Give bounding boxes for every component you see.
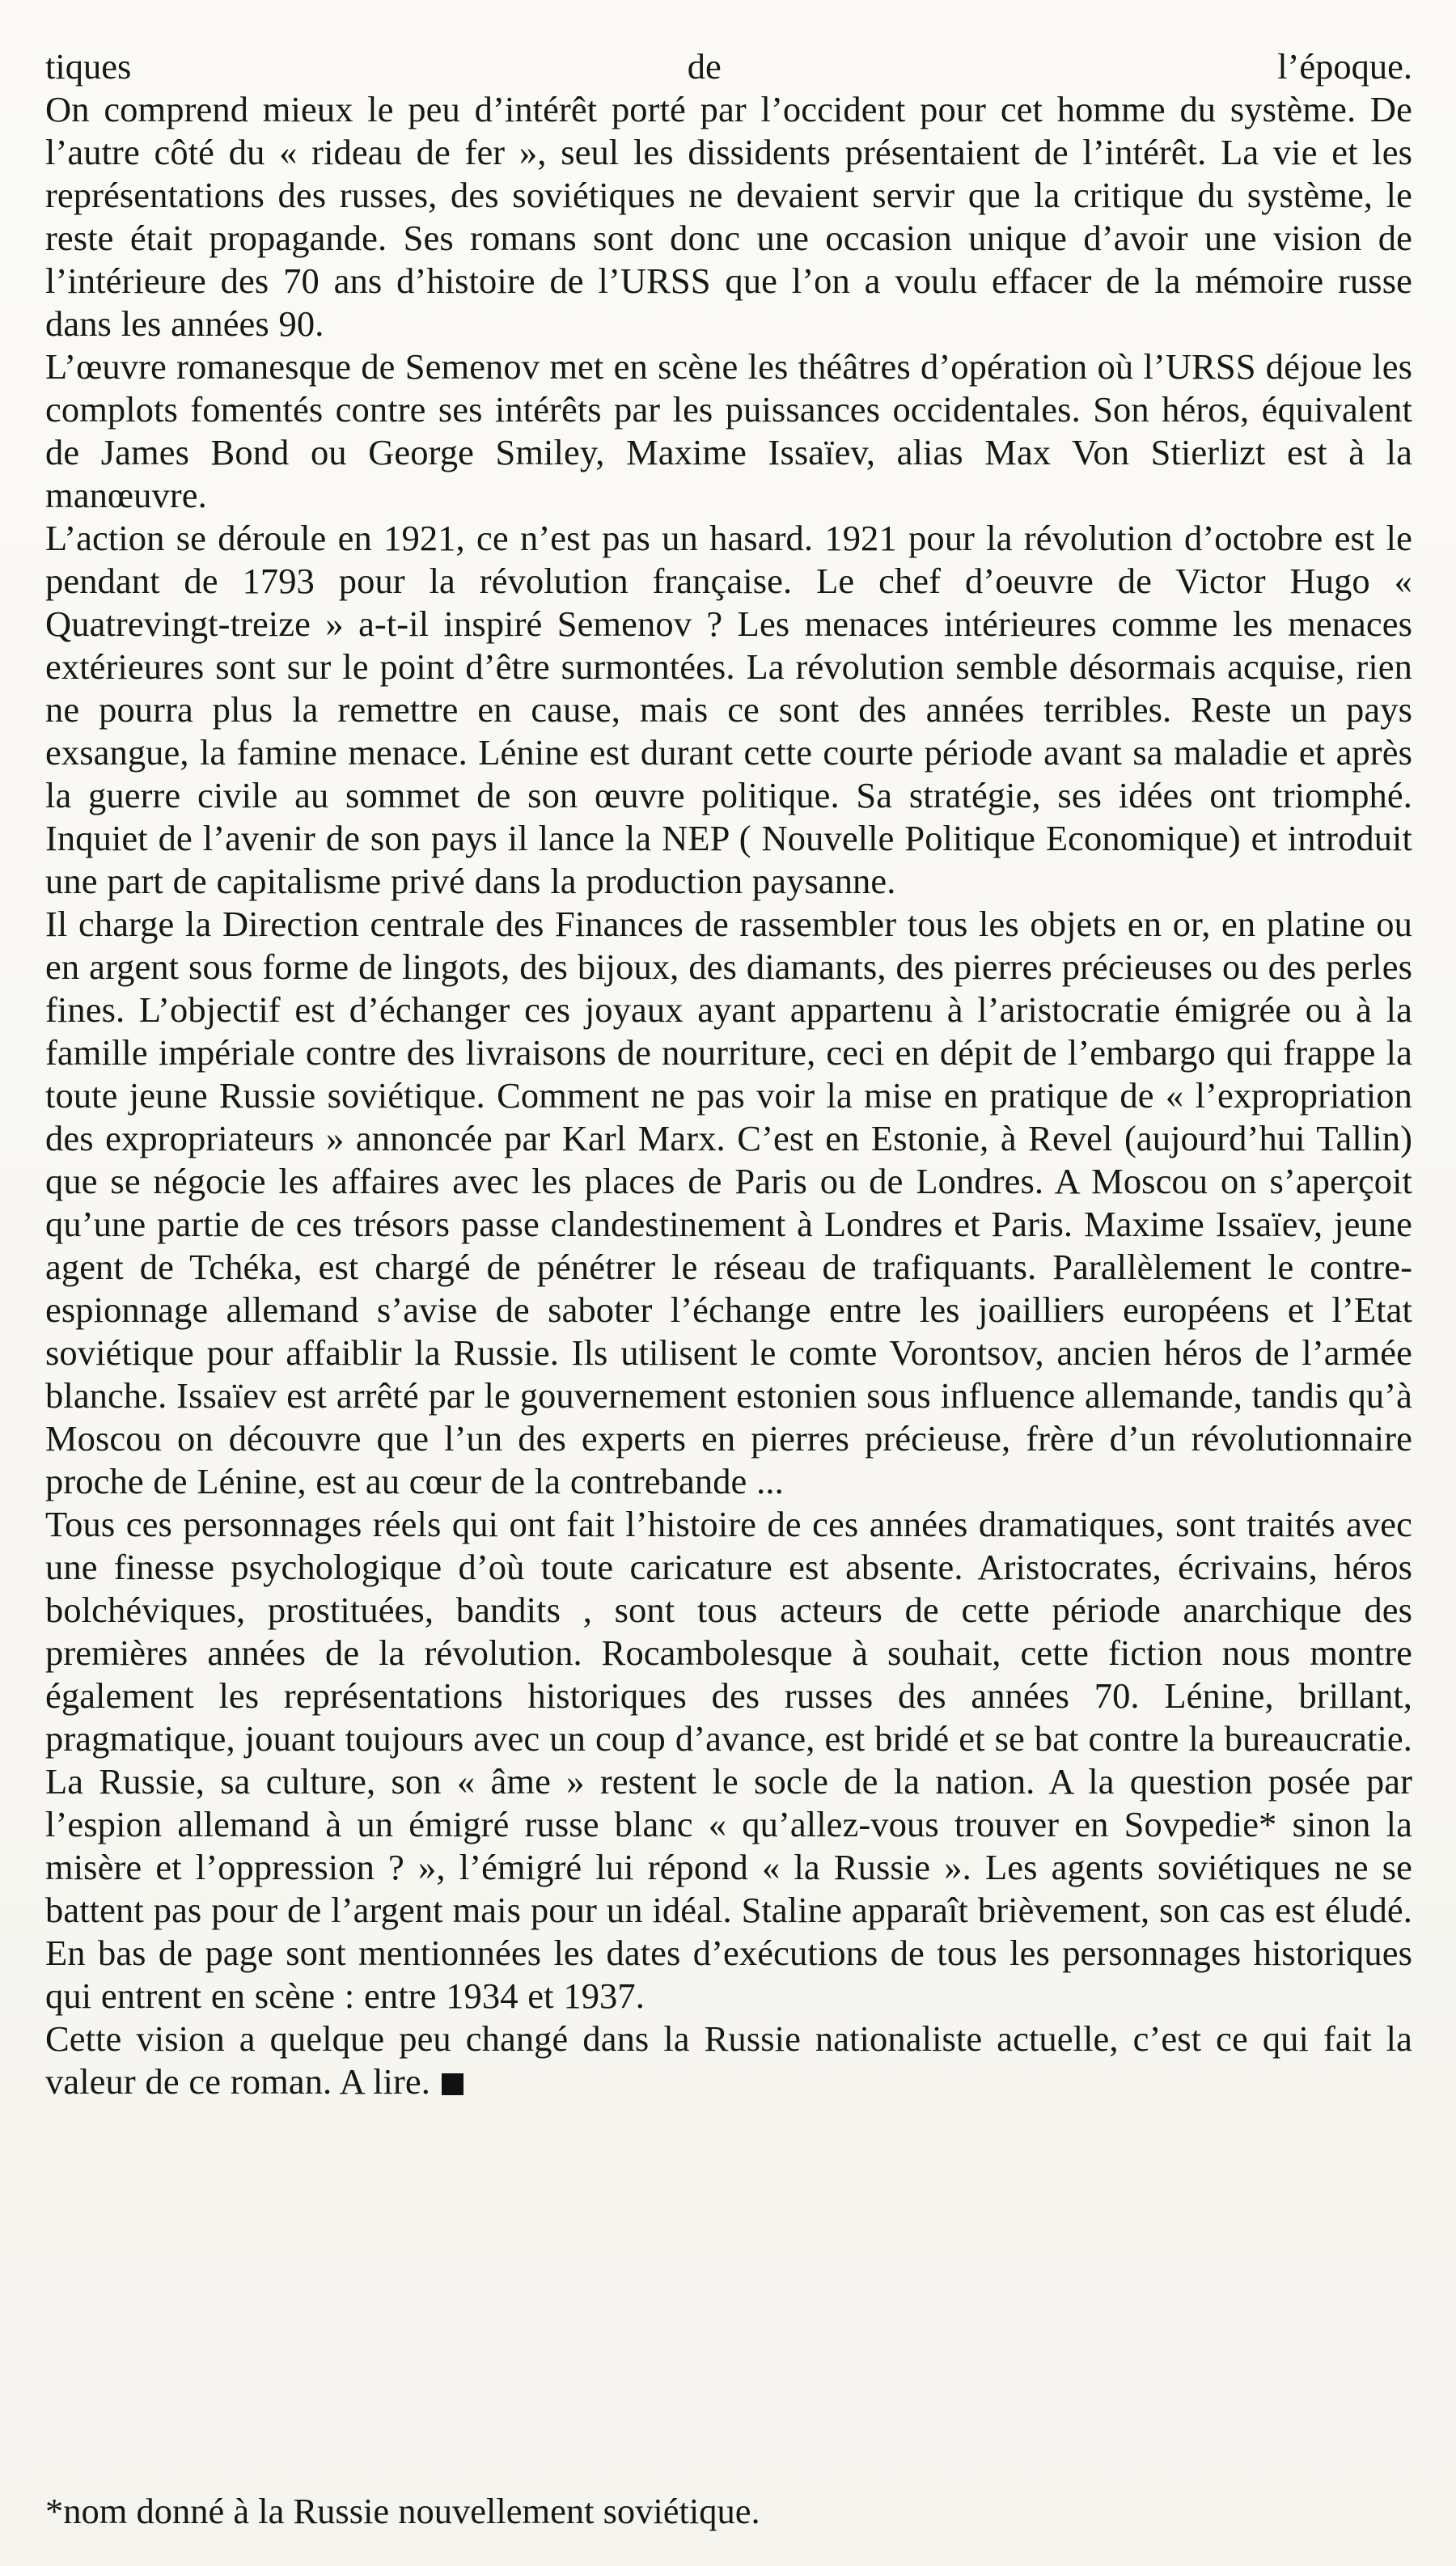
opening-word-3: l’époque. [1277,46,1412,87]
article-paragraph-6 [45,2018,1412,2103]
article-paragraph-6-text: Cette vision a quelque peu changé dans la Russie nationaliste actuelle, c’est ce qui fait la valeur de ce roman. A lire. [45,2018,1412,2102]
article-body [45,45,1412,2103]
article-paragraph-1: On comprend mieux le peu d’intérêt porté par l’occident pour cet homme du système. De l’autre côté du « rideau de fer », seul les dissidents présentaient de l’intérêt. La vie et les représentations des russes, des soviétiques ne devaient servir que la critique du système, le reste était propagande. Ses romans sont donc une occasion unique d’avoir une vision de l’intérieure des 70 ans d’histoire de l’URSS que l’on a voulu effacer de la mémoire russe dans les années 90. [45,89,1412,344]
footnote: *nom donné à la Russie nouvellement soviétique. [45,2491,760,2531]
article-paragraph-5: Tous ces personnages réels qui ont fait l’histoire de ces années dramatiques, sont traités avec une finesse psychologique d’où toute caricature est absente. Aristocrates, écrivains, héros bolchéviques, prostituées, bandits , sont tous acteurs de cette période anarchique des premières années de la révolution. Rocambolesque à souhait, cette fiction nous montre également les représentations historiques des russes des années 70. Lénine, brillant, pragmatique, jouant toujours avec un coup d’avance, est bridé et se bat contre la bureaucratie. La Russie, sa culture, son « âme » restent le socle de la nation. A la question posée par l’espion allemand à un émigré russe blanc « qu’allez-vous trouver en Sovpedie* sinon la misère et l’oppression ? », l’émigré lui répond « la Russie ». Les agents soviétiques ne se battent pas pour de l’argent mais pour un idéal. Staline apparaît brièvement, son cas est éludé. En bas de page sont mentionnées les dates d’exécutions de tous les personnages historiques qui entrent en scène : entre 1934 et 1937. [45,1504,1412,2016]
article-opening-line [45,45,1412,88]
article-paragraph-4: Il charge la Direction centrale des Finances de rassembler tous les objets en or, en platine ou en argent sous forme de lingots, des bijoux, des diamants, des pierres précieuses ou des perles fines. L’objectif est d’échanger ces joyaux ayant appartenu à l’aristocratie émigrée ou à la famille impériale contre des livraisons de nourriture, ceci en dépit de l’embargo qui frappe la toute jeune Russie soviétique. Comment ne pas voir la mise en pratique de « l’expropriation des expropriateurs » annoncée par Karl Marx. C’est en Estonie, à Revel (aujourd’hui Tallin) que se négocie les affaires avec les places de Paris ou de Londres. A Moscou on s’aperçoit qu’une partie de ces trésors passe clandestinement à Londres et Paris. Maxime Issaïev, jeune agent de Tchéka, est chargé de pénétrer le réseau de trafiquants. Parallèlement le contre-espionnage allemand s’avise de saboter l’échange entre les joailliers européens et l’Etat soviétique pour affaiblir la Russie. Ils utilisent le comte Vorontsov, ancien héros de l’armée blanche. Issaïev est arrêté par le gouvernement estonien sous influence allemande, tandis qu’à Moscou on découvre que l’un des experts en pierres précieuse, frère d’un révolutionnaire proche de Lénine, est au cœur de la contrebande ... [45,904,1412,1501]
article-paragraph-2: L’œuvre romanesque de Semenov met en scène les théâtres d’opération où l’URSS déjoue les complots fomentés contre ses intérêts par les puissances occidentales. Son héros, équivalent de James Bond ou George Smiley, Maxime Issaïev, alias Max Von Stierlizt est à la manœuvre. [45,346,1412,515]
opening-word-1: tiques [45,46,132,87]
end-of-article-square-icon [442,2073,463,2095]
article-paragraph-3: L’action se déroule en 1921, ce n’est pas un hasard. 1921 pour la révolution d’octobre est le pendant de 1793 pour la révolution française. Le chef d’oeuvre de Victor Hugo « Quatrevingt-treize » a-t-il inspiré Semenov ? Les menaces intérieures comme les menaces extérieures sont sur le point d’être surmontées. La révolution semble désormais acquise, rien ne pourra plus la remettre en cause, mais ce sont des années terribles. Reste un pays exsangue, la famine menace. Lénine est durant cette courte période avant sa maladie et après la guerre civile au sommet de son œuvre politique. Sa stratégie, ses idées ont triomphé. Inquiet de l’avenir de son pays il lance la NEP ( Nouvelle Politique Economique) et introduit une part de capitalisme privé dans la production paysanne. [45,518,1412,901]
opening-word-2: de [687,46,722,87]
